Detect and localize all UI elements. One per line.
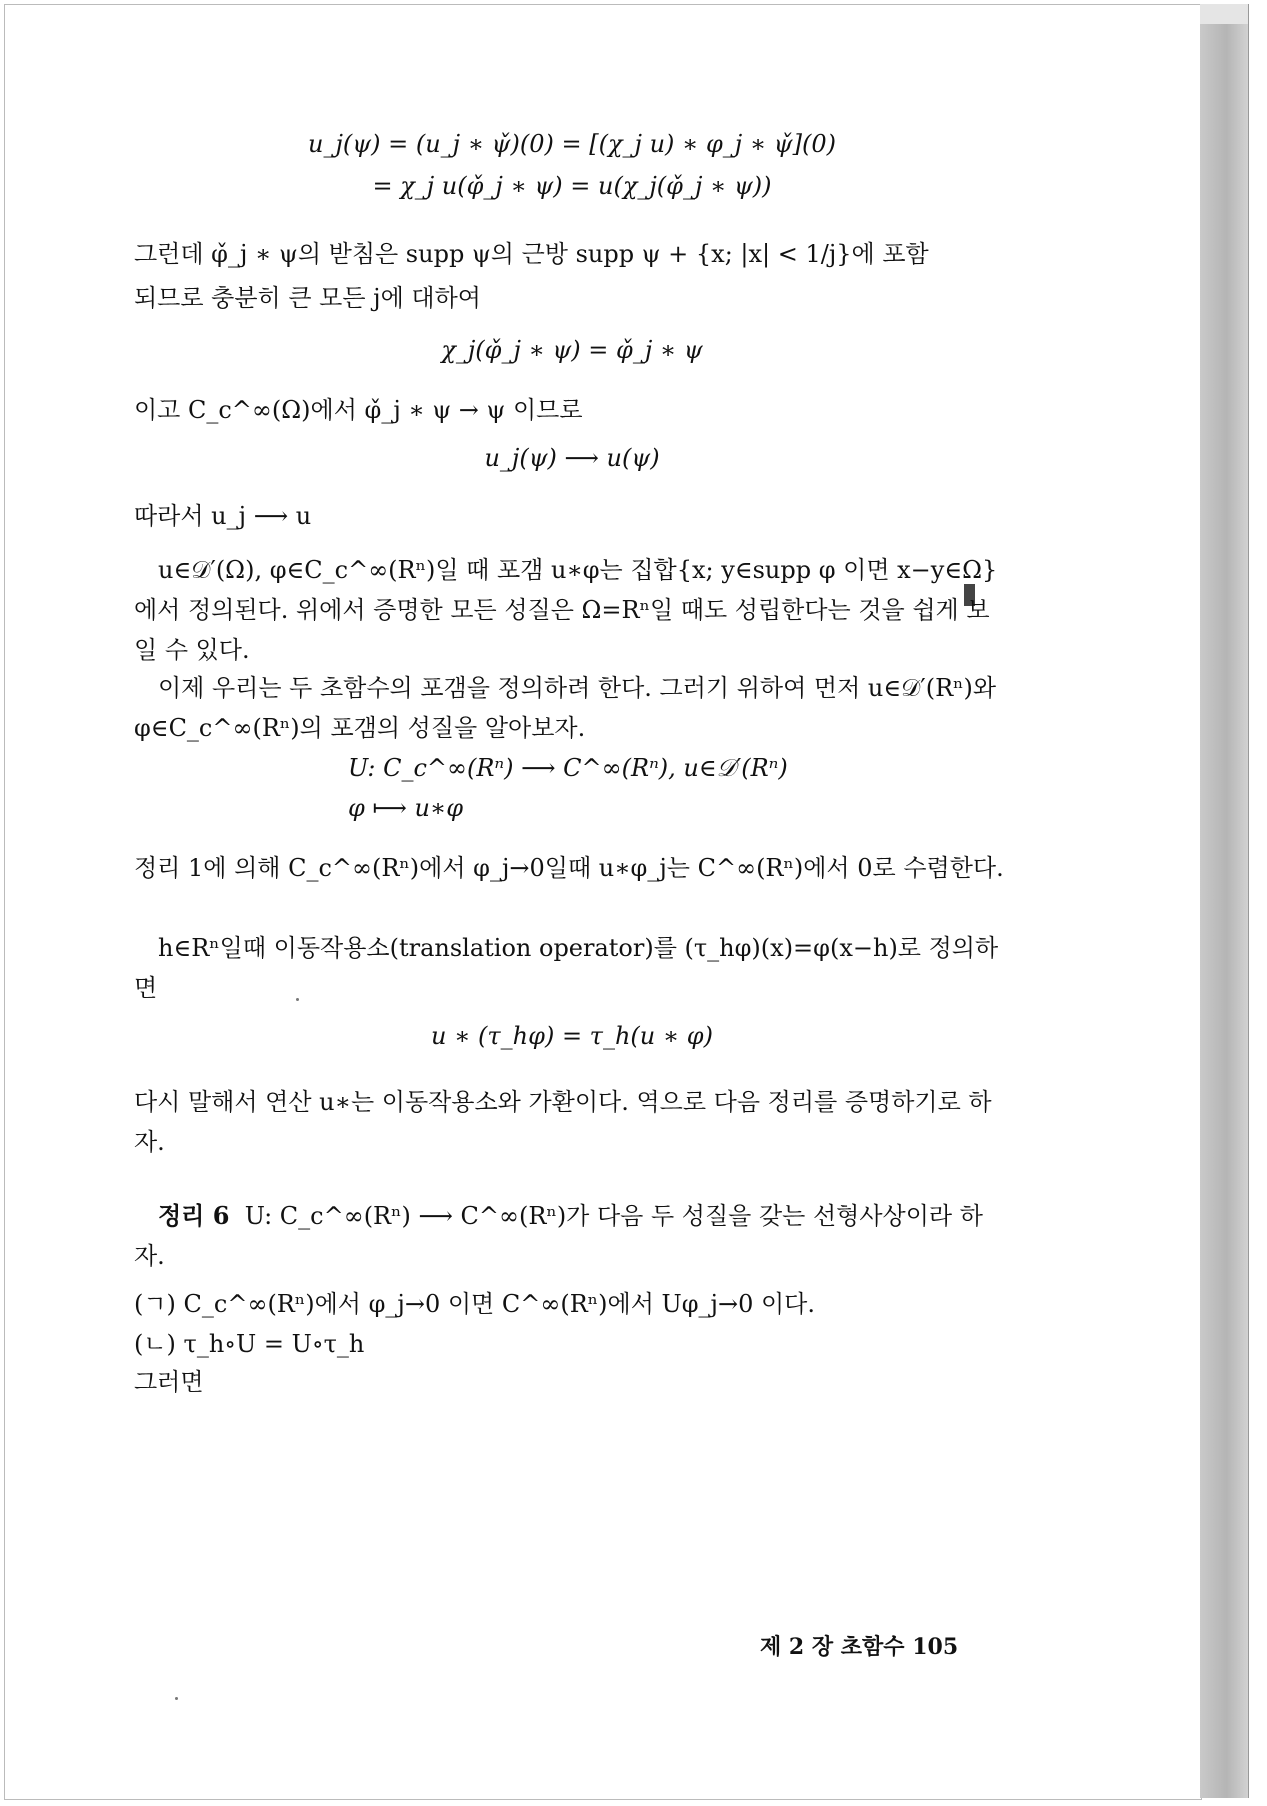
paragraph-7: h∈Rⁿ일때 이동작용소(translation operator)를 (τ_hφ)(x)=φ(x−h)로 정의하면 xyxy=(134,934,999,1002)
theorem-item-2: (ㄴ) τ_h∘U = U∘τ_h xyxy=(134,1330,365,1358)
equation-3: u_j(ψ) ⟶ u(ψ) xyxy=(484,444,660,472)
theorem-body: U: C_c^∞(Rⁿ) ⟶ C^∞(Rⁿ)가 다음 두 성질을 갖는 선형사상이라 하자. xyxy=(134,1202,983,1270)
equation-2: χ_j(φ̌_j ∗ ψ) = φ̌_j ∗ ψ xyxy=(441,336,703,364)
paragraph-3: 따라서 u_j ⟶ u xyxy=(134,502,312,530)
page-footer: 제 2 장 초함수 105 xyxy=(760,1634,959,1660)
paragraph-5: 이제 우리는 두 초함수의 포갬을 정의하려 한다. 그러기 위하여 먼저 u∈𝒟′(Rⁿ)와 φ∈C_c^∞(Rⁿ)의 포갬의 성질을 알아보자. xyxy=(134,674,997,742)
paragraph-1-line-2: 되므로 충분히 큰 모든 j에 대하여 xyxy=(134,284,481,312)
paragraph-1-line-1: 그런데 φ̌_j ∗ ψ의 받침은 supp ψ의 근방 supp ψ + {x; |x| < 1/j}에 포함 xyxy=(134,240,929,268)
paragraph-4: u∈𝒟′(Ω), φ∈C_c^∞(Rⁿ)일 때 포갬 u∗φ는 집합{x; y∈supp φ 이면 x−y∈Ω}에서 정의된다. 위에서 증명한 모든 성질은 Ω=Rⁿ일 때도 성립한다는 것을 쉽게 보일 수 있다. xyxy=(134,556,998,664)
paragraph-2: 이고 C_c^∞(Ω)에서 φ̌_j ∗ ψ → ψ 이므로 xyxy=(134,396,583,424)
equation-1-line-1: u_j(ψ) = (u_j ∗ ψ̌)(0) = [(χ_j u) ∗ φ_j ∗ ψ̌](0) xyxy=(308,130,836,158)
speck xyxy=(175,1697,178,1700)
map-line-2: φ ⟼ u∗φ xyxy=(348,794,464,822)
theorem-head: 정리 6 xyxy=(158,1201,230,1230)
paragraph-8: 다시 말해서 연산 u∗는 이동작용소와 가환이다. 역으로 다음 정리를 증명하기로 하자. xyxy=(134,1088,992,1156)
equation-1-line-2: = χ_j u(φ̌_j ∗ ψ) = u(χ_j(φ̌_j ∗ ψ)) xyxy=(372,172,772,200)
speck xyxy=(296,998,299,1001)
theorem-6 xyxy=(134,1196,1010,1276)
equation-4: u ∗ (τ_hφ) = τ_h(u ∗ φ) xyxy=(431,1022,713,1050)
theorem-item-1: (ㄱ) C_c^∞(Rⁿ)에서 φ_j→0 이면 C^∞(Rⁿ)에서 Uφ_j→0 이다. xyxy=(134,1290,815,1318)
theorem-conclusion: 그러면 xyxy=(134,1368,204,1396)
page-edge-top xyxy=(1200,4,1248,24)
page-edge-shadow xyxy=(1200,4,1249,1798)
map-line-1: U: C_c^∞(Rⁿ) ⟶ C^∞(Rⁿ), u∈𝒟′(Rⁿ) xyxy=(348,754,788,782)
paragraph-6: 정리 1에 의해 C_c^∞(Rⁿ)에서 φ_j→0일때 u∗φ_j는 C^∞(Rⁿ)에서 0로 수렴한다. xyxy=(134,854,1004,882)
